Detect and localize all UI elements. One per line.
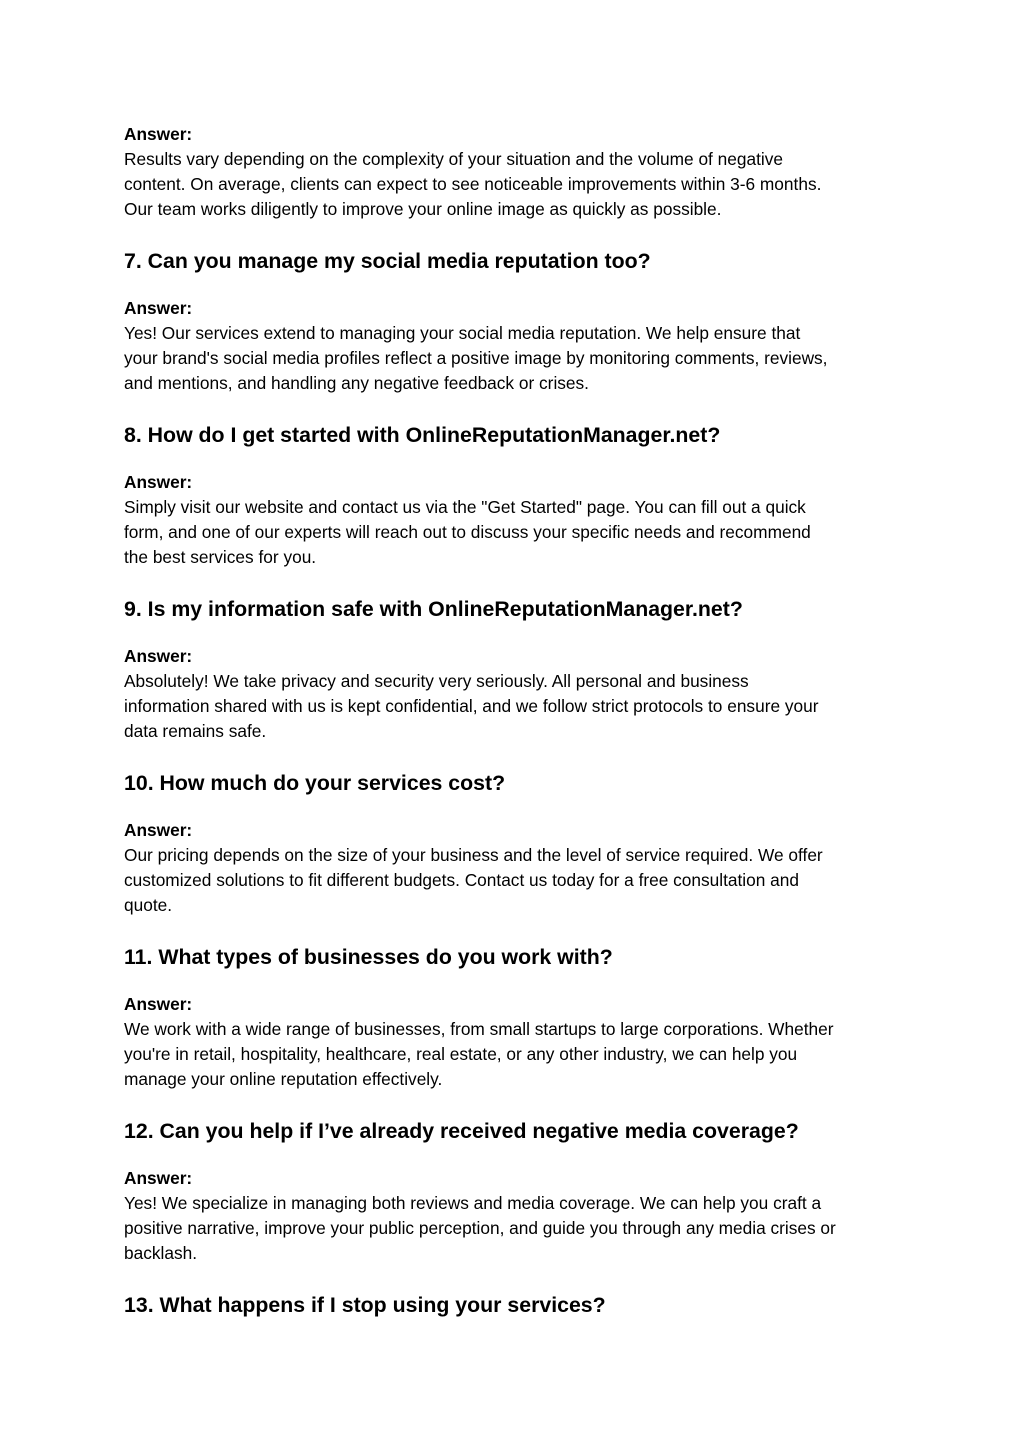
answer-line: content. On average, clients can expect to see noticeable improvements within 3-6 months. — [124, 174, 822, 194]
faq-item — [124, 944, 914, 1092]
answer-line: the best services for you. — [124, 547, 317, 567]
answer-label: Answer: — [124, 646, 193, 666]
answer-line: customized solutions to fit different budgets. Contact us today for a free consultation and — [124, 870, 800, 890]
faq-item — [124, 248, 914, 396]
answer-line: your brand's social media profiles reflect a positive image by monitoring comments, reviews, — [124, 348, 828, 368]
faq-question: 8. How do I get started with OnlineReputationManager.net? — [124, 423, 721, 447]
faq-answer-block — [124, 122, 914, 222]
answer-line: positive narrative, improve your public perception, and guide you through any media crises or — [124, 1218, 836, 1238]
answer-line: and mentions, and handling any negative feedback or crises. — [124, 373, 589, 393]
answer-line: Yes! Our services extend to managing your social media reputation. We help ensure that — [124, 323, 801, 343]
faq-question: 13. What happens if I stop using your services? — [124, 1293, 606, 1317]
answer-line: data remains safe. — [124, 721, 267, 741]
answer-line: Simply visit our website and contact us via the "Get Started" page. You can fill out a quick — [124, 497, 806, 517]
answer-label: Answer: — [124, 124, 193, 144]
answer-line: Results vary depending on the complexity of your situation and the volume of negative — [124, 149, 783, 169]
answer-line: information shared with us is kept confidential, and we follow strict protocols to ensure your — [124, 696, 819, 716]
faq-question: 9. Is my information safe with OnlineReputationManager.net? — [124, 597, 743, 621]
answer-line: manage your online reputation effectively. — [124, 1069, 443, 1089]
faq-item — [124, 1118, 914, 1266]
answer-line: Yes! We specialize in managing both reviews and media coverage. We can help you craft a — [124, 1193, 822, 1213]
faq-question: 7. Can you manage my social media reputation too? — [124, 249, 651, 273]
faq-content — [124, 122, 914, 1340]
faq-question: 11. What types of businesses do you work with? — [124, 945, 613, 969]
answer-line: Absolutely! We take privacy and security very seriously. All personal and business — [124, 671, 749, 691]
answer-line: you're in retail, hospitality, healthcare, real estate, or any other industry, we can help you — [124, 1044, 798, 1064]
answer-line: backlash. — [124, 1243, 198, 1263]
faq-question: 10. How much do your services cost? — [124, 771, 506, 795]
faq-item — [124, 422, 914, 570]
answer-line: quote. — [124, 895, 173, 915]
answer-line: form, and one of our experts will reach out to discuss your specific needs and recommend — [124, 522, 811, 542]
answer-label: Answer: — [124, 298, 193, 318]
answer-line: Our pricing depends on the size of your business and the level of service required. We offer — [124, 845, 823, 865]
answer-label: Answer: — [124, 1168, 193, 1188]
answer-line: Our team works diligently to improve your online image as quickly as possible. — [124, 199, 722, 219]
faq-item — [124, 770, 914, 918]
answer-line: We work with a wide range of businesses, from small startups to large corporations. Whether — [124, 1019, 834, 1039]
faq-question: 12. Can you help if I’ve already received negative media coverage? — [124, 1119, 799, 1143]
faq-item — [124, 1292, 914, 1318]
answer-label: Answer: — [124, 994, 193, 1014]
answer-label: Answer: — [124, 472, 193, 492]
faq-item — [124, 596, 914, 744]
answer-label: Answer: — [124, 820, 193, 840]
